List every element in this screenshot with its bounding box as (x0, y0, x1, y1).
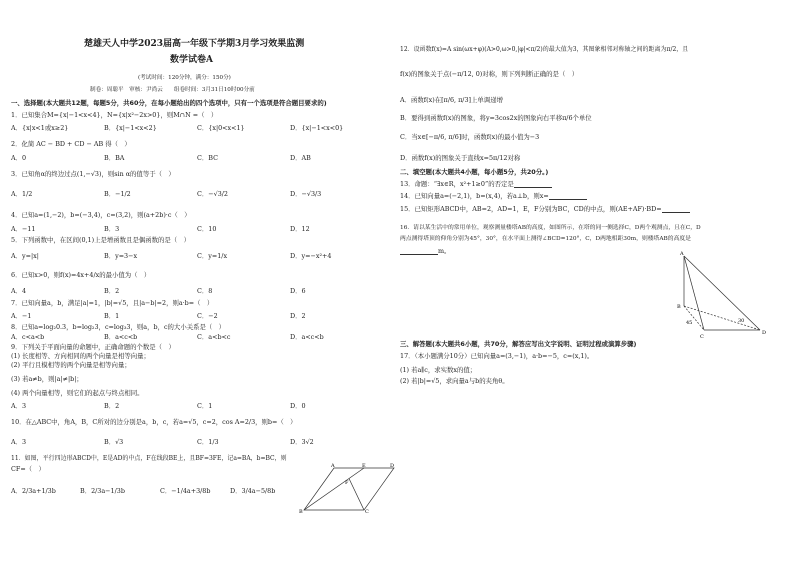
q4-option-d: D．12 (290, 225, 310, 233)
q13-answer-blank[interactable] (514, 181, 552, 188)
question-8: 8．已知a=log₂0.3，b=log₂3，c=log₃3，则a，b，c的大小关系是（ ） (11, 323, 226, 331)
question-16-unit: m。 (438, 247, 451, 255)
q10-option-b: B．√3 (104, 438, 124, 446)
q9-option-c: C．1 (197, 402, 213, 410)
question-3: 3．已知角α的终边过点(1,−√3)，则sin α的值等于（ ） (11, 170, 175, 178)
q3-option-a: A．1/2 (11, 190, 33, 198)
right-column (397, 0, 794, 561)
question-4: 4．已知a=(1,−2)，b=(−3,4)，c=(3,2)，则(a+2b)·c（ ） (11, 211, 191, 219)
q9-statement-3: (3) 若a≠b，则|a|≠|b|； (11, 375, 83, 383)
parallelogram-abcd (304, 468, 394, 510)
section-1-heading: 一、选择题(本大题共12题，每题5分，共60分，在每小题给出的四个选项中，只有一个选项是符合题目要求的) (11, 99, 327, 107)
q4-option-a: A．−11 (11, 225, 36, 233)
q10-option-a: A．3 (11, 438, 27, 446)
q5-option-a: A．y=|x| (11, 252, 39, 260)
q11-option-b: B．2/3a−1/3b (80, 487, 125, 495)
question-15 (400, 205, 690, 213)
label-b: B (299, 509, 303, 514)
q14-answer-blank[interactable] (549, 193, 587, 200)
label-d: D (762, 330, 767, 336)
q1-option-d: D．{x|−1<x<0} (290, 124, 344, 132)
q6-option-a: A．4 (11, 287, 27, 295)
line-bd (684, 306, 760, 330)
section-3-heading: 三、解答题(本大题共6小题，共70分，解答应写出文字说明、证明过程或演算步骤) (400, 340, 637, 348)
question-16-cont: 两点测得塔顶的仰角分别为45°，30°，在水平面上测得∠BCD=120°，C，D两地相距30m，则楼塔AB的高度是 (400, 236, 691, 242)
q4-option-c: C．10 (197, 225, 217, 233)
question-16-end (400, 247, 450, 255)
label-c: C (365, 509, 369, 514)
question-10: 10．在△ABC中，角A，B，C所对的边分别是a，b，c，若a=√5，c=2，cos A=2/3，则b=（ ） (11, 418, 297, 426)
line-ad (684, 256, 760, 330)
q16-answer-blank[interactable] (400, 248, 438, 255)
q2-option-d: D．AB (290, 154, 311, 162)
q8-option-d: D．a<c<b (290, 333, 324, 341)
q1-option-b: B．{x|−1<x<2} (104, 124, 157, 132)
question-11: 11．如图，平行四边形ABCD中，E是AD的中点，F在线段BE上，且BF=3FE，记a=BA，b=BC，则 (11, 455, 287, 462)
label-a: A (680, 251, 684, 257)
question-13 (400, 180, 552, 188)
angle-45-label: 45 (686, 320, 693, 326)
q6-option-c: C．8 (197, 287, 213, 295)
exam-info: (考试时间：120分钟，满分：150分) (138, 75, 231, 81)
question-5: 5．下列函数中，在区间(0,1)上是增函数且是偶函数的是（ ） (11, 236, 190, 244)
paper-title: 数学试卷A (170, 55, 213, 65)
section-2-heading: 二、填空题(本大题共4小题，每小题5分，共20分。) (400, 168, 549, 176)
staff-info: 制卷：周聪平 审核：尹尚云 组卷时间：3月31日10时00分前 (90, 87, 255, 93)
label-c: C (700, 334, 704, 340)
segment-cf (349, 479, 364, 511)
q3-option-b: B．−1/2 (104, 190, 131, 198)
question-17: 17．（本小题满分10分）已知向量a=(3,−1)，a·b=−5，c=(x,1)。 (400, 352, 594, 360)
q3-option-c: C．−√3/2 (197, 190, 228, 198)
q6-option-d: D．6 (290, 287, 306, 295)
question-7: 7．已知向量a，b，满足|a|=1，|b|=√5，且|a−b|=2，则a·b=（ ） (11, 299, 214, 307)
q17-part-2: (2) 若|b|=√5，求向量a与b的夹角θ。 (400, 377, 509, 385)
q1-option-c: C．{x|0<x<1} (197, 124, 245, 132)
label-a: A (331, 463, 335, 469)
segment-be (304, 468, 364, 510)
label-d: D (390, 463, 395, 469)
q7-option-b: B．1 (104, 312, 120, 320)
label-b: B (677, 304, 681, 310)
q12-option-b: B．要得到函数f(x)的图象，将y=3cos2x的图象向右平移π/6个单位 (400, 114, 592, 122)
q7-option-a: A．−1 (11, 312, 32, 320)
question-6: 6．已知x>0，则f(x)=4x+4/x的最小值为（ ） (11, 271, 151, 279)
q1-option-a: A．{x|x<1或x≥2} (11, 124, 69, 132)
q11-option-a: A．2/3a+1/3b (11, 487, 56, 495)
q9-option-b: B．2 (104, 402, 120, 410)
q12-option-a: A．函数f(x)在[π/6, π/3]上单调递增 (400, 96, 503, 104)
q10-option-c: C．1/3 (197, 438, 219, 446)
question-11-cont: CF=（ ） (11, 465, 45, 473)
label-f: F (345, 480, 349, 486)
question-1: 1．已知集合M={x|−1<x<4}，N={x|x²−2x>0}，则M∩N =（ ） (11, 111, 218, 119)
q17-part-1: (1) 若a∥c，求实数x的值； (400, 366, 477, 374)
q8-option-b: B．a<c<b (104, 333, 138, 341)
question-14-text: 14．已知向量a=(−2,1)，b=(x,4)，若a⊥b，则x= (400, 192, 549, 200)
question-13-text: 13．命题：“∃x∈R，x²+1≥0”的否定是 (400, 180, 514, 188)
question-12-cont: f(x)的图象关于点(−π/12, 0)对称，则下列判断正确的是（ ） (400, 70, 579, 78)
q15-answer-blank[interactable] (662, 206, 690, 213)
question-16: 16．请以某生活中的常用单位，观察测量楼塔AB的高度，如图所示，在塔的同一侧选择C，D两个观测点，且在C，D (400, 225, 701, 231)
question-12: 12．设函数f(x)=A sin(ωx+φ)(A>0,ω>0,|φ|<π/2)的最大值为3，其图象相邻对称轴之间的距离为π/2，且 (400, 46, 689, 53)
q2-option-c: C．BC (197, 154, 218, 162)
q11-parallelogram-figure (298, 462, 398, 514)
q7-option-d: D．2 (290, 312, 306, 320)
question-15-text: 15．已知矩形ABCD中，AB=2，AD=1，E，F分别为BC，CD的中点，则(AE+AF)·BD= (400, 205, 662, 213)
q12-option-d: D．函数f(x)的图象关于直线x=5π/12对称 (400, 154, 521, 162)
q3-option-d: D．−√3/3 (290, 190, 322, 198)
q9-statement-4: (4) 两个向量相等，则它们的起点与终点相同。 (11, 389, 144, 397)
q12-option-c: C．当x∈[−π/6, π/6]时，函数f(x)的最小值为−3 (400, 133, 540, 141)
label-e: E (362, 463, 366, 469)
angle-30-label: 30 (738, 318, 745, 324)
q2-option-b: B．BA (104, 154, 125, 162)
q11-option-d: D．3/4a−5/8b (230, 487, 276, 495)
q4-option-b: B．3 (104, 225, 120, 233)
q11-option-c: C．−1/4a+3/8b (160, 487, 211, 495)
q9-statement-2: (2) 平行且模相等的两个向量是相等向量； (11, 361, 131, 369)
q10-option-d: D．3√2 (290, 438, 314, 446)
question-14 (400, 192, 587, 200)
q9-statement-1: (1) 长度相等、方向相同的两个向量是相等向量； (11, 352, 150, 360)
q8-option-a: A．c<a<b (11, 333, 45, 341)
q9-option-a: A．3 (11, 402, 27, 410)
q8-option-c: C．a<b<c (197, 333, 231, 341)
question-9: 9．下列关于平面向量的命题中，正确命题的个数是（ ） (11, 343, 175, 351)
q5-option-c: C．y=1/x (197, 252, 228, 260)
line-ac (684, 256, 704, 330)
q6-option-b: B．2 (104, 287, 120, 295)
school-title: 楚雄天人中学2023届高一年级下学期3月学习效果监测 (84, 39, 305, 49)
question-2: 2．化简 AC − BD + CD − AB 得（ ） (11, 140, 131, 148)
q7-option-c: C．−2 (197, 312, 218, 320)
q9-option-d: D．0 (290, 402, 306, 410)
q16-tower-figure (672, 250, 772, 340)
q5-option-d: D．y=−x²+4 (290, 252, 332, 260)
q5-option-b: B．y=3−x (104, 252, 138, 260)
q2-option-a: A．0 (11, 154, 27, 162)
